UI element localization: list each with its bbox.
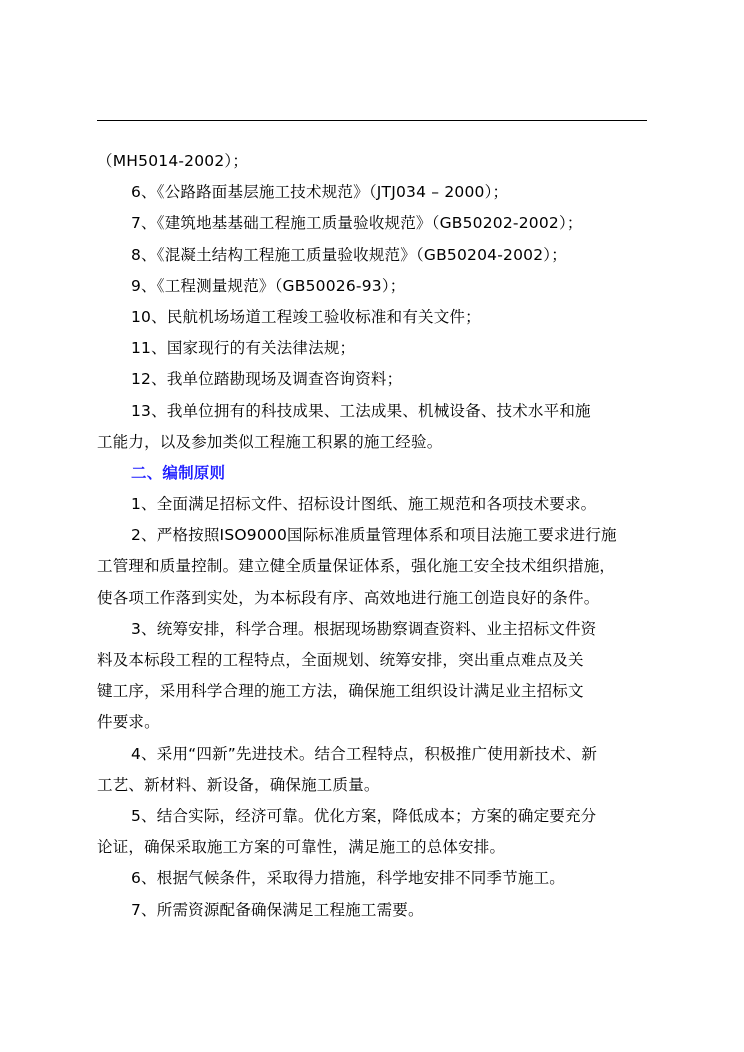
text-line: 11、国家现行的有关法律法规；: [131, 339, 356, 358]
text-line: 9、《工程测量规范》（GB50026-93）；: [131, 276, 406, 295]
text-line: 10、民航机场场道工程竣工验收标准和有关文件；: [131, 307, 481, 326]
text-line: 4、采用“四新”先进技术。结合工程特点，积极推广使用新技术、新: [131, 744, 598, 763]
text-line: 8、《混凝土结构工程施工质量验收规范》（GB50204-2002）；: [131, 245, 567, 264]
text-line: 2、严格按照ISO9000国际标准质量管理体系和项目法施工要求进行施: [131, 526, 617, 545]
text-line: 论证，确保采取施工方案的可靠性，满足施工的总体安排。: [97, 838, 506, 857]
text-line: 工能力，以及参加类似工程施工积累的施工经验。: [97, 432, 443, 451]
text-line: 3、统筹安排，科学合理。根据现场勘察调查资料、业主招标文件资: [131, 619, 597, 638]
text-line: 料及本标段工程的工程特点，全面规划、统筹安排，突出重点难点及关: [97, 651, 584, 669]
text-line: 件要求。: [97, 713, 160, 732]
text-line: 7、《建筑地基基础工程施工质量验收规范》（GB50202-2002）；: [131, 214, 583, 233]
text-line: （MH5014-2002）；: [97, 152, 249, 170]
section-heading: 二、编制原则: [131, 463, 226, 482]
text-line: 12、我单位踏勘现场及调查咨询资料；: [131, 370, 403, 389]
text-line: 键工序，采用科学合理的施工方法，确保施工组织设计满足业主招标文: [97, 682, 584, 701]
header-rule: [97, 120, 647, 121]
text-line: 5、结合实际，经济可靠。优化方案，降低成本；方案的确定要充分: [131, 806, 597, 825]
text-line: 13、我单位拥有的科技成果、工法成果、机械设备、技术水平和施: [131, 401, 591, 420]
text-line: 1、全面满足招标文件、招标设计图纸、施工规范和各项技术要求。: [131, 495, 597, 514]
text-line: 工艺、新材料、新设备，确保施工质量。: [97, 775, 380, 794]
text-line: 6、《公路路面基层施工技术规范》（JTJ034 – 2000）；: [131, 183, 509, 202]
document-body: [97, 146, 647, 926]
text-line: 6、根据气候条件，采取得力措施，科学地安排不同季节施工。: [131, 869, 565, 888]
text-line: 7、所需资源配备确保满足工程施工需要。: [131, 900, 424, 919]
text-line: 使各项工作落到实处，为本标段有序、高效地进行施工创造良好的条件。: [97, 588, 600, 607]
text-line: 工管理和质量控制。建立健全质量保证体系，强化施工安全技术组织措施，: [97, 557, 616, 576]
